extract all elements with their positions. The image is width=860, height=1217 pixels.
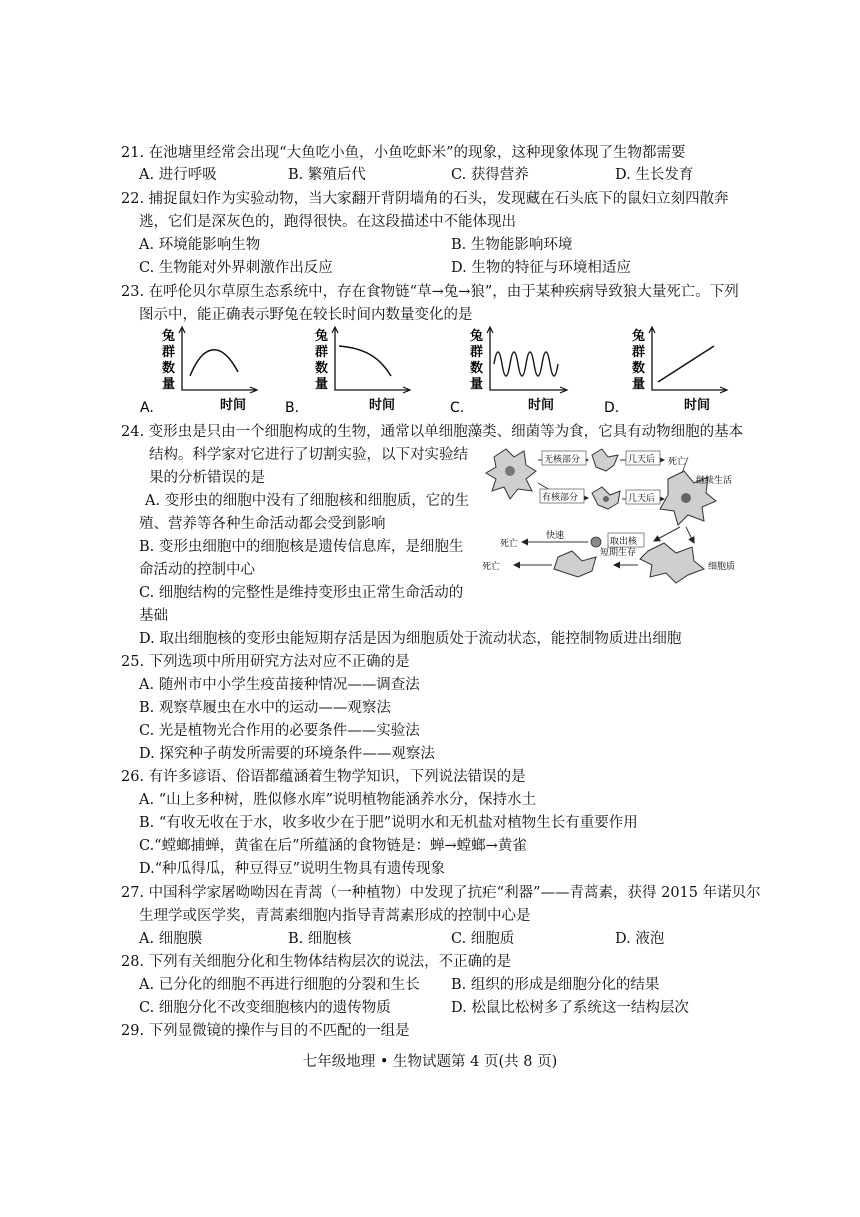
svg-text:数: 数 xyxy=(470,361,484,376)
q26-option-c: C.“螳螂捕蝉，黄雀在后”所蕴涵的食物链是：蝉→螳螂→黄雀 xyxy=(139,838,527,854)
q22-stem-line2: 逃，它们是深灰色的，跑得很快。在这段描述中不能体现出 xyxy=(139,214,516,230)
diagram-continue-label: 继续生活 xyxy=(696,476,733,486)
q24-option-c-line1: C. 细胞结构的完整性是维持变形虫正常生命活动的 xyxy=(139,585,464,601)
svg-text:量: 量 xyxy=(315,377,329,392)
diagram-short-survive-label: 短期生存 xyxy=(600,548,637,558)
graph-c-xlabel: 时间 xyxy=(528,398,555,413)
q25-option-a: A. 随州市中小学生疫苗接种情况——调查法 xyxy=(139,677,420,693)
q27-stem-line2: 生理学或医学奖，青蒿素细胞内指导青蒿素形成的控制中心是 xyxy=(139,908,531,924)
q23-graphs xyxy=(130,326,730,418)
diagram-death-label-3: 死亡 xyxy=(482,562,501,572)
page-footer: 七年级地理 • 生物试题第 4 页(共 8 页) xyxy=(302,1054,558,1070)
svg-text:数: 数 xyxy=(315,361,329,376)
svg-text:群: 群 xyxy=(315,345,329,360)
q24-option-c-line2: 基础 xyxy=(139,608,168,624)
diagram-days-label-1: 几天后 xyxy=(628,455,656,465)
q26-stem: 26. 有许多谚语、俗语都蕴涵着生物学知识，下列说法错误的是 xyxy=(121,769,526,785)
q21-option-b: B. 繁殖后代 xyxy=(288,167,366,183)
q21-option-d: D. 生长发育 xyxy=(615,167,694,183)
q28-option-a: A. 已分化的细胞不再进行细胞的分裂和生长 xyxy=(139,977,420,993)
q24-option-a-line1: A. 变形虫的细胞中没有了细胞核和细胞质，它的生 xyxy=(145,493,470,509)
q28-option-b: B. 组织的形成是细胞分化的结果 xyxy=(451,977,660,993)
diagram-death-label-1: 死亡 xyxy=(668,457,687,467)
graph-b-label: B. xyxy=(285,400,300,416)
graph-a-ylabel-3: 数 xyxy=(162,361,176,376)
diagram-no-nucleus-label: 无核部分 xyxy=(544,455,581,465)
svg-text:量: 量 xyxy=(632,377,646,392)
q23-stem-line2: 图示中，能正确表示野兔在较长时间内数量变化的是 xyxy=(139,307,473,323)
graph-d-xlabel: 时间 xyxy=(684,398,711,413)
q22-option-a: A. 环境能影响生物 xyxy=(139,237,261,253)
q22-stem-line1: 22. 捕捉鼠妇作为实验动物，当大家翻开背阴墙角的石头，发现藏在石头底下的鼠妇立刻四散奔 xyxy=(121,191,729,207)
q24-option-b-line1: B. 变形虫细胞中的细胞核是遗传信息库，是细胞生 xyxy=(139,539,464,555)
graph-a-label: A. xyxy=(140,400,154,416)
q27-option-a: A. 细胞膜 xyxy=(139,931,203,947)
q27-option-b: B. 细胞核 xyxy=(288,931,352,947)
q25-option-b: B. 观察草履虫在水中的运动——观察法 xyxy=(139,700,391,716)
q28-option-d: D. 松鼠比松树多了系统这一结构层次 xyxy=(451,1000,689,1016)
q28-stem: 28. 下列有关细胞分化和生物体结构层次的说法，不正确的是 xyxy=(121,954,512,970)
q24-stem-line3: 果的分析错误的是 xyxy=(149,470,265,486)
q26-option-b: B. “有收无收在于水，收多收少在于肥”说明水和无机盐对植物生长有重要作用 xyxy=(139,815,638,831)
diagram-take-nucleus-label: 取出核 xyxy=(610,537,638,547)
graph-a-xlabel: 时间 xyxy=(220,398,247,413)
diagram-death-label-2: 死亡 xyxy=(500,539,519,549)
amoeba-short-survival-cell xyxy=(554,551,596,577)
svg-text:群: 群 xyxy=(632,345,646,360)
q24-option-a-line2: 殖、营养等各种生命活动都会受到影响 xyxy=(139,516,386,532)
diagram-cytoplasm-label: 细胞质 xyxy=(708,562,736,572)
q24-stem-line1: 24. 变形虫是只由一个细胞构成的生物，通常以单细胞藻类、细菌等为食，它具有动物细胞的基本 xyxy=(121,424,744,440)
q29-stem: 29. 下列显微镜的操作与目的不匹配的一组是 xyxy=(121,1023,410,1039)
q21-option-a: A. 进行呼吸 xyxy=(139,167,217,183)
graph-a-ylabel-1: 兔 xyxy=(162,329,176,344)
q23-graph-c xyxy=(450,327,567,416)
svg-text:兔: 兔 xyxy=(470,329,484,344)
diagram-fast-label: 快速 xyxy=(546,531,565,541)
diagram-days-label-2: 几天后 xyxy=(628,494,656,504)
q24-option-d: D. 取出细胞核的变形虫能短期存活是因为细胞质处于流动状态，能控制物质进出细胞 xyxy=(139,631,682,647)
q22-option-c: C. 生物能对外界刺激作出反应 xyxy=(139,260,333,276)
q25-option-d: D. 探究种子萌发所需要的环境条件——观察法 xyxy=(139,746,435,762)
q22-option-b: B. 生物能影响环境 xyxy=(451,237,573,253)
q26-option-a: A. “山上多种树，胜似修水库”说明植物能涵养水分，保持水土 xyxy=(139,792,537,808)
diagram-nucleus-part-label: 有核部分 xyxy=(542,493,579,503)
graph-a-ylabel-4: 量 xyxy=(162,377,176,392)
graph-a-ylabel-2: 群 xyxy=(162,345,176,360)
svg-text:群: 群 xyxy=(470,345,484,360)
amoeba-no-nucleus-fragment xyxy=(592,449,618,471)
q21-option-c: C. 获得营养 xyxy=(451,167,529,183)
amoeba-experiment-diagram xyxy=(480,443,755,585)
graph-b-xlabel: 时间 xyxy=(369,398,396,413)
q23-graph-b xyxy=(285,327,410,416)
q21-stem: 21. 在池塘里经常会出现“大鱼吃小鱼，小鱼吃虾米”的现象，这种现象体现了生物都需要 xyxy=(121,145,686,161)
graph-c-label: C. xyxy=(450,400,465,416)
q22-option-d: D. 生物的特征与环境相适应 xyxy=(451,260,631,276)
svg-text:兔: 兔 xyxy=(632,329,646,344)
q27-option-d: D. 液泡 xyxy=(615,931,665,947)
q23-graph-a xyxy=(140,327,257,416)
svg-text:量: 量 xyxy=(470,377,484,392)
q26-option-d: D.“种瓜得瓜，种豆得豆”说明生物具有遗传现象 xyxy=(139,861,446,877)
q25-stem: 25. 下列选项中所用研究方法对应不正确的是 xyxy=(121,654,410,670)
q23-graph-d xyxy=(604,327,727,416)
q24-stem-line2: 结构。科学家对它进行了切割实验，以下对实验结 xyxy=(149,447,468,463)
amoeba-cytoplasm-cell xyxy=(640,543,704,583)
q25-option-c: C. 光是植物光合作用的必要条件——实验法 xyxy=(139,723,420,739)
q27-stem-line1: 27. 中国科学家屠呦呦因在青蒿（一种植物）中发现了抗疟“利器”——青蒿素，获得 2015 年诺贝尔 xyxy=(121,885,761,901)
svg-text:数: 数 xyxy=(632,361,646,376)
q28-option-c: C. 细胞分化不改变细胞核内的遗传物质 xyxy=(139,1000,391,1016)
q24-option-b-line2: 命活动的控制中心 xyxy=(139,562,255,578)
svg-text:兔: 兔 xyxy=(315,329,329,344)
q23-stem-line1: 23. 在呼伦贝尔草原生态系统中，存在食物链“草→兔→狼”，由于某种疾病导致狼大量死亡。下列 xyxy=(121,284,739,300)
graph-d-label: D. xyxy=(604,400,620,416)
q27-option-c: C. 细胞质 xyxy=(451,931,515,947)
